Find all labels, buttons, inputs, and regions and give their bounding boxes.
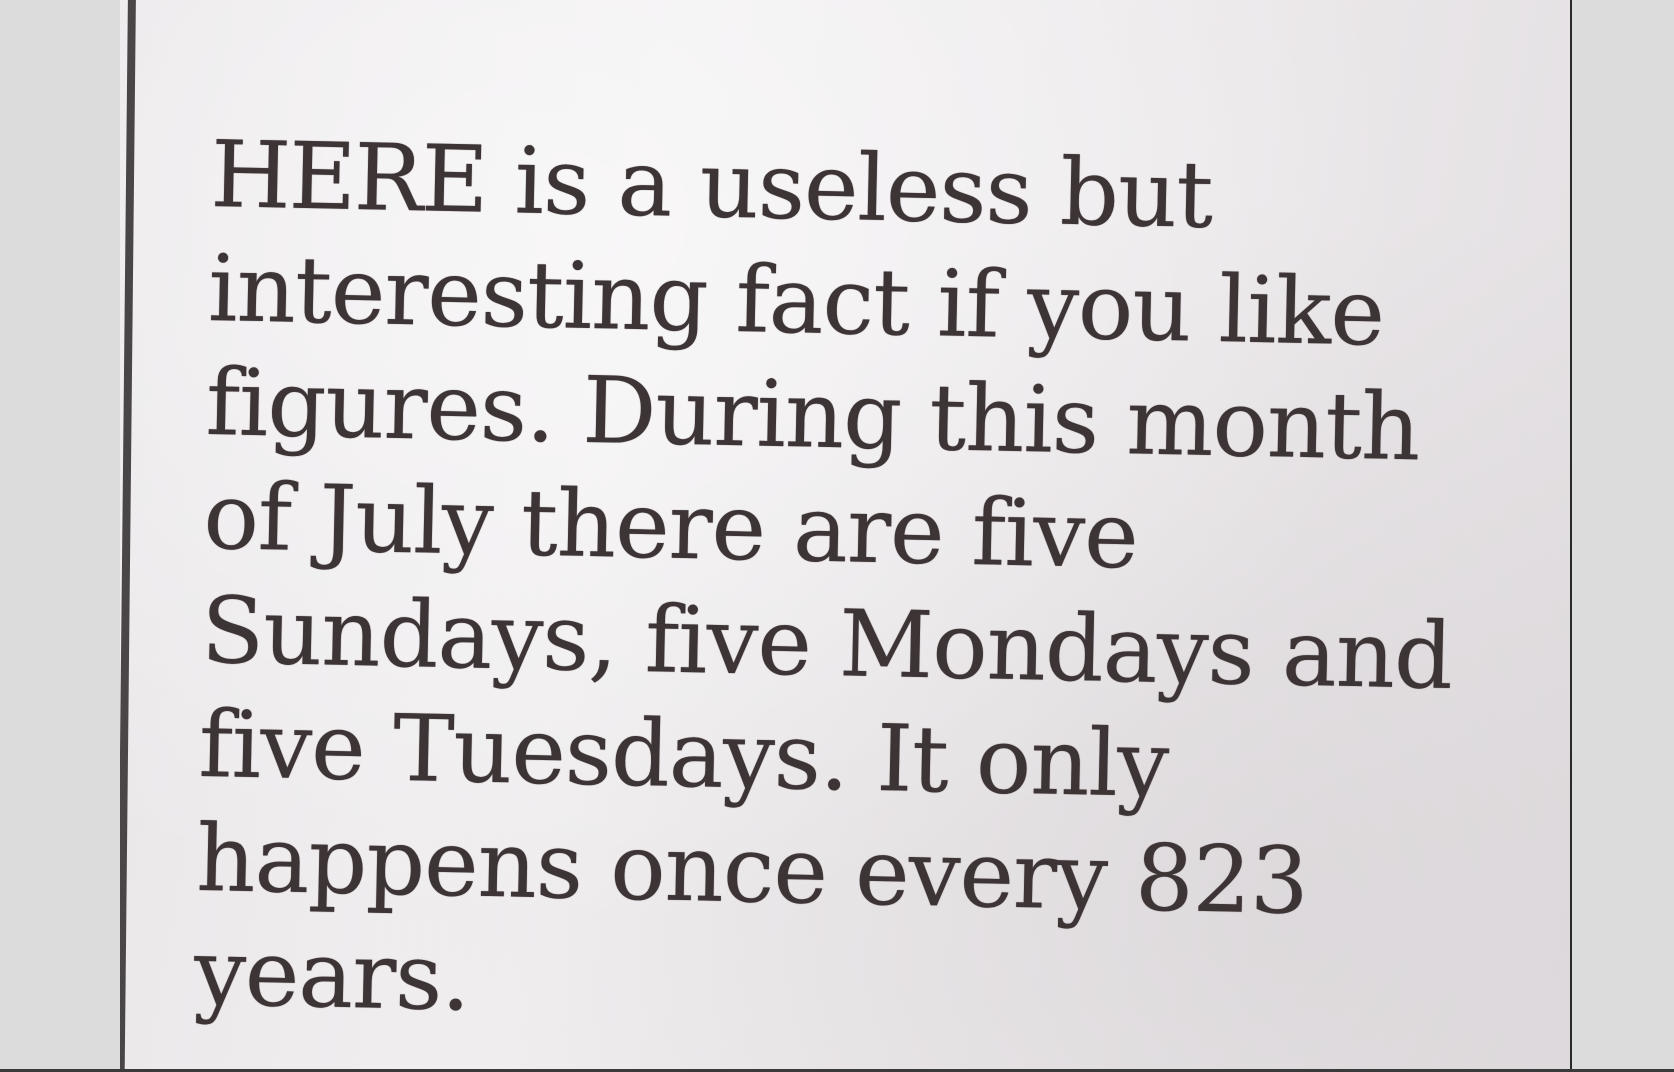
newspaper-clipping <box>120 0 1572 1072</box>
text-line-1-rest: is a useless but <box>485 126 1214 249</box>
text-line-5: Sundays, five Mondays and <box>200 576 1454 711</box>
text-line-4: of July there are five <box>202 462 1139 590</box>
text-line-7: happens once every 823 <box>195 804 1309 936</box>
text-line-6: five Tuesdays. It only <box>197 690 1170 819</box>
article-text <box>193 118 1552 1058</box>
text-line-3: figures. During this month <box>204 348 1421 482</box>
text-line-8: years. <box>192 918 471 1032</box>
text-line-2: interesting fact if you like <box>207 234 1386 367</box>
lead-word: HERE <box>209 120 488 234</box>
column-divider-rule <box>120 0 136 1072</box>
